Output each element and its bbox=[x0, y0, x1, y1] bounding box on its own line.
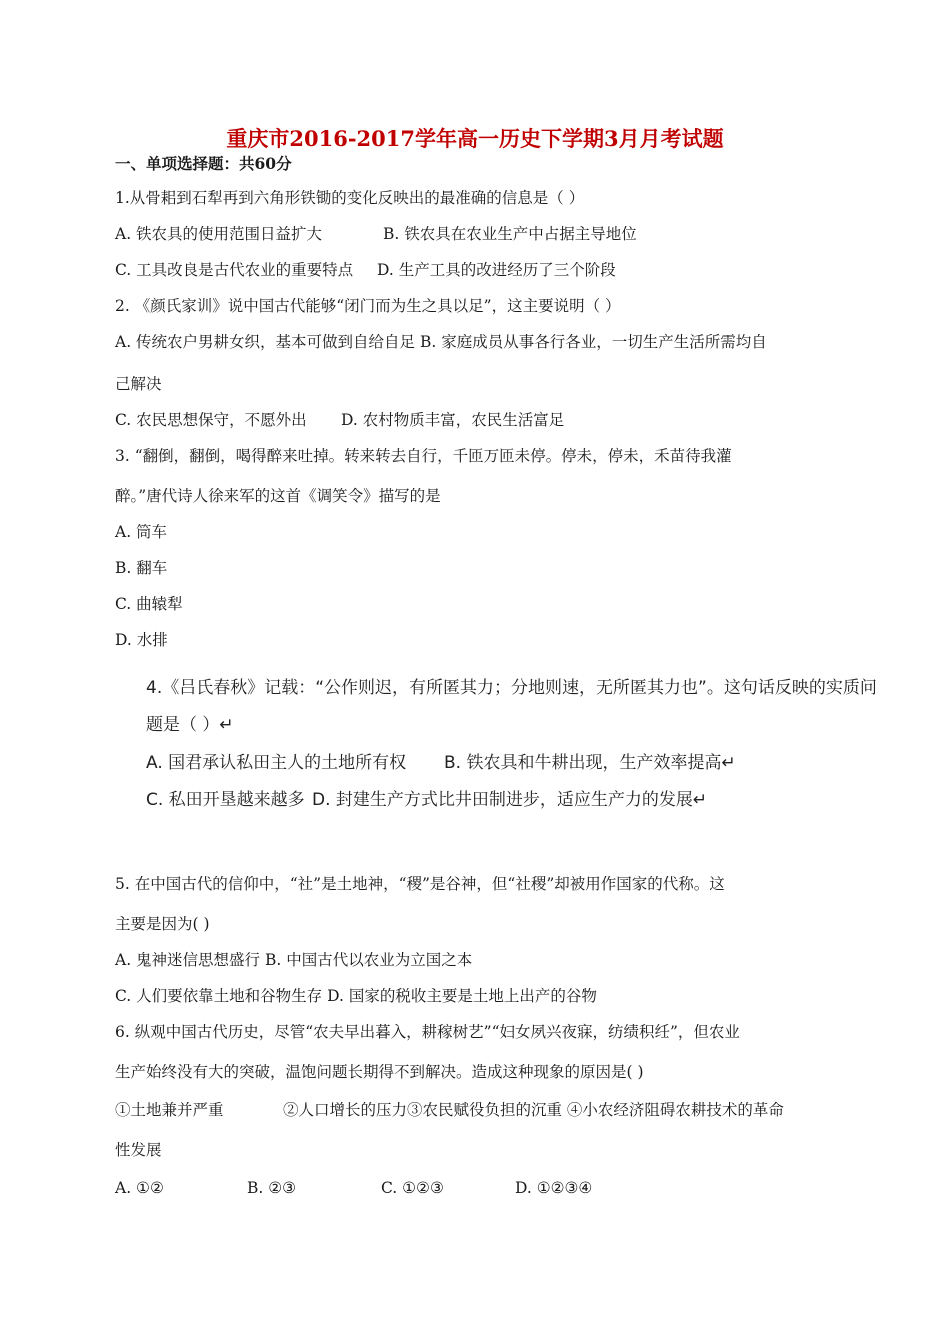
q3-option-b[interactable]: B. 翻车 bbox=[115, 559, 168, 577]
q3-stem-continued: 醉。”唐代诗人徐来军的这首《调笑令》描写的是 bbox=[115, 487, 441, 505]
q5-stem-continued: 主要是因为( ) bbox=[115, 915, 210, 933]
q1-stem: 1.从骨耜到石犁再到六角形铁锄的变化反映出的最准确的信息是（ ） bbox=[115, 189, 585, 207]
q2-stem: 2. 《颜氏家训》说中国古代能够“闭门而为生之具以足”，这主要说明（ ） bbox=[115, 297, 621, 315]
q1-options-cd bbox=[115, 260, 616, 280]
q1-option-a[interactable]: A. 铁农具的使用范围日益扩大 bbox=[115, 225, 323, 243]
q1-options-ab bbox=[115, 224, 637, 244]
q6-stem: 6. 纵观中国古代历史，尽管“农夫早出暮入，耕稼树艺”“妇女夙兴夜寐，纺绩积纴”，但农业 bbox=[115, 1023, 740, 1041]
q3-stem: 3. “翻倒，翻倒，喝得醉来吐掉。转来转去自行，千匝万匝未停。停未，停未，禾苗待我灌 bbox=[115, 447, 732, 465]
q6-items-continued: 性发展 bbox=[115, 1141, 162, 1159]
q6-items bbox=[115, 1100, 784, 1120]
q6-option-d[interactable]: D. ①②③④ bbox=[515, 1179, 593, 1197]
q4-option-b[interactable]: B. 铁农具和牛耕出现，生产效率提高↵ bbox=[444, 753, 736, 773]
q3-option-d[interactable]: D. 水排 bbox=[115, 631, 168, 649]
q2-options-ab-continued: 己解决 bbox=[115, 375, 162, 393]
q6-items-2-4: ②人口增长的压力③农民赋役负担的沉重 ④小农经济阻碍农耕技术的革命 bbox=[283, 1101, 784, 1119]
q4-option-a[interactable]: A. 国君承认私田主人的土地所有权 bbox=[146, 753, 407, 773]
q2-options-cd bbox=[115, 410, 564, 430]
q1-option-c[interactable]: C. 工具改良是古代农业的重要特点 bbox=[115, 261, 354, 279]
q6-options bbox=[115, 1178, 592, 1198]
q4-options-ab bbox=[146, 753, 736, 773]
q1-option-d[interactable]: D. 生产工具的改进经历了三个阶段 bbox=[377, 261, 616, 279]
q4-option-d[interactable]: D. 封建生产方式比井田制进步，适应生产力的发展↵ bbox=[312, 790, 708, 810]
q2-option-d[interactable]: D. 农村物质丰富，农民生活富足 bbox=[341, 411, 565, 429]
q2-option-c[interactable]: C. 农民思想保守，不愿外出 bbox=[115, 411, 307, 429]
q6-item-1: ①土地兼并严重 bbox=[115, 1101, 224, 1119]
q6-option-a[interactable]: A. ①② bbox=[115, 1179, 164, 1197]
q4-option-c[interactable]: C. 私田开垦越来越多 bbox=[146, 790, 305, 810]
q4-stem-continued: 题是（ ）↵ bbox=[146, 715, 234, 735]
q4-stem: 4.《吕氏春秋》记载：“公作则迟，有所匿其力；分地则速，无所匿其力也”。这句话反映的实质问 bbox=[146, 678, 877, 698]
q6-option-c[interactable]: C. ①②③ bbox=[381, 1179, 444, 1197]
q4-options-cd bbox=[146, 790, 707, 810]
q3-option-a[interactable]: A. 筒车 bbox=[115, 523, 168, 541]
q6-option-b[interactable]: B. ②③ bbox=[247, 1179, 297, 1197]
q1-option-b[interactable]: B. 铁农具在农业生产中占据主导地位 bbox=[383, 225, 637, 243]
page-title: 重庆市2016-2017学年高一历史下学期3月月考试题 bbox=[226, 126, 724, 151]
q6-stem-continued: 生产始终没有大的突破，温饱问题长期得不到解决。造成这种现象的原因是( ) bbox=[115, 1063, 644, 1081]
section-heading: 一、单项选择题：共60分 bbox=[115, 154, 292, 173]
q5-stem: 5. 在中国古代的信仰中，“社”是土地神，“稷”是谷神，但“社稷”却被用作国家的代称。这 bbox=[115, 875, 725, 893]
q5-options-ab[interactable]: A. 鬼神迷信思想盛行 B. 中国古代以农业为立国之本 bbox=[115, 951, 473, 969]
q3-option-c[interactable]: C. 曲辕犁 bbox=[115, 595, 183, 613]
q2-options-ab[interactable]: A. 传统农户男耕女织，基本可做到自给自足 B. 家庭成员从事各行各业，一切生产生活所需均自 bbox=[115, 333, 767, 351]
q5-options-cd[interactable]: C. 人们要依靠土地和谷物生存 D. 国家的税收主要是土地上出产的谷物 bbox=[115, 987, 597, 1005]
